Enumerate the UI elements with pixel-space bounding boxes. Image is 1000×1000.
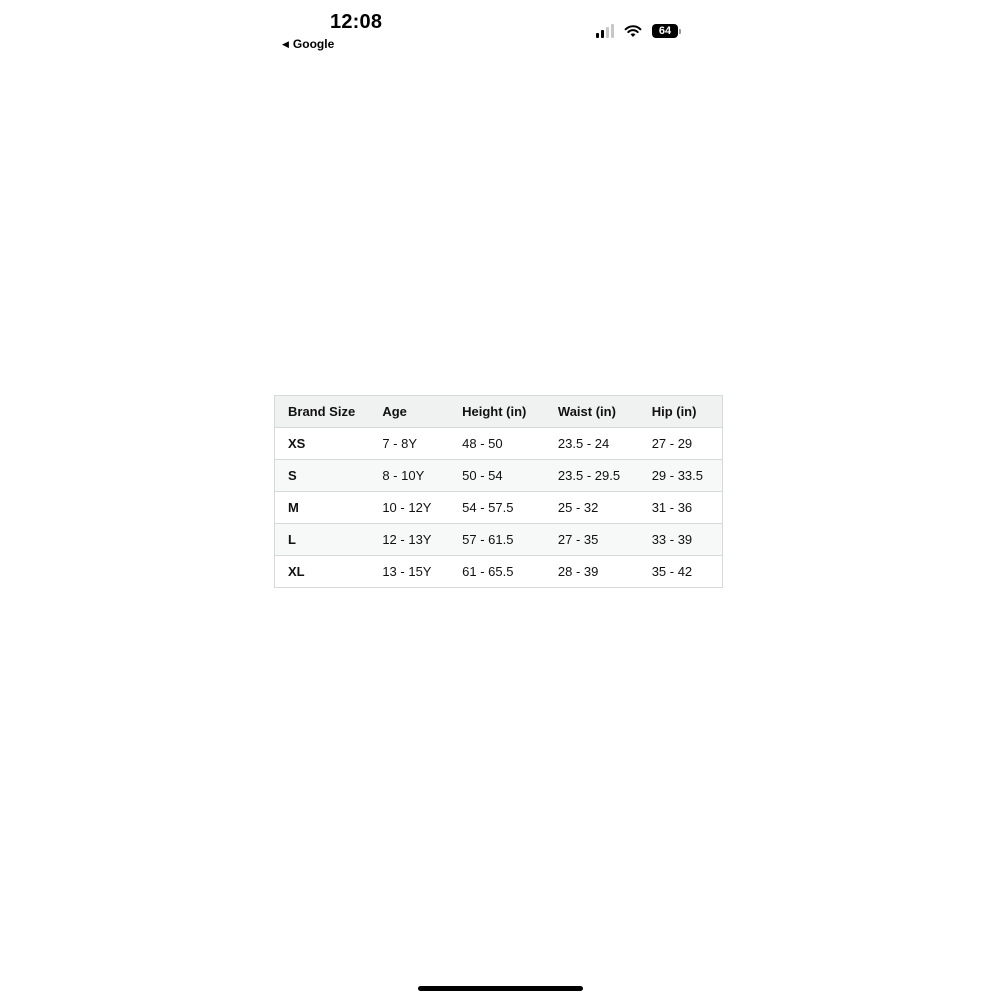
table-header-row (275, 396, 723, 428)
table-cell: 10 - 12Y (369, 492, 449, 524)
table-cell: 28 - 39 (545, 556, 639, 588)
table-row (275, 492, 723, 524)
back-to-google-link[interactable] (282, 37, 334, 51)
table-cell: M (275, 492, 370, 524)
table-cell: 27 - 35 (545, 524, 639, 556)
back-arrow-icon: ◀ (282, 38, 289, 49)
table-cell: 23.5 - 29.5 (545, 460, 639, 492)
column-header: Age (369, 396, 449, 428)
cellular-signal-icon (596, 24, 614, 38)
back-link-label: Google (292, 37, 335, 51)
table-row (275, 556, 723, 588)
table-cell: 50 - 54 (449, 460, 545, 492)
table-cell: 61 - 65.5 (449, 556, 545, 588)
table-row (275, 460, 723, 492)
status-icons (596, 22, 681, 40)
status-time: 12:08 (330, 11, 383, 33)
table-cell: 7 - 8Y (369, 428, 449, 460)
table-cell: 31 - 36 (639, 492, 723, 524)
table-cell: 25 - 32 (545, 492, 639, 524)
table-cell: 54 - 57.5 (449, 492, 545, 524)
wifi-icon (624, 24, 642, 38)
table-cell: 13 - 15Y (369, 556, 449, 588)
table-cell: 35 - 42 (639, 556, 723, 588)
table-row (275, 428, 723, 460)
home-indicator[interactable] (418, 986, 583, 991)
column-header: Hip (in) (639, 396, 723, 428)
table-cell: XS (275, 428, 370, 460)
table-cell: 23.5 - 24 (545, 428, 639, 460)
table-cell: 33 - 39 (639, 524, 723, 556)
table-cell: 12 - 13Y (369, 524, 449, 556)
column-header: Brand Size (275, 396, 370, 428)
table-cell: 8 - 10Y (369, 460, 449, 492)
table-cell: S (275, 460, 370, 492)
column-header: Height (in) (449, 396, 545, 428)
table-cell: 29 - 33.5 (639, 460, 723, 492)
size-chart-table (274, 395, 723, 588)
table-row (275, 524, 723, 556)
battery-level: 64 (652, 24, 678, 38)
table-cell: 27 - 29 (639, 428, 723, 460)
battery-icon (652, 24, 681, 38)
table-cell: XL (275, 556, 370, 588)
table-cell: L (275, 524, 370, 556)
table-cell: 48 - 50 (449, 428, 545, 460)
column-header: Waist (in) (545, 396, 639, 428)
table-cell: 57 - 61.5 (449, 524, 545, 556)
